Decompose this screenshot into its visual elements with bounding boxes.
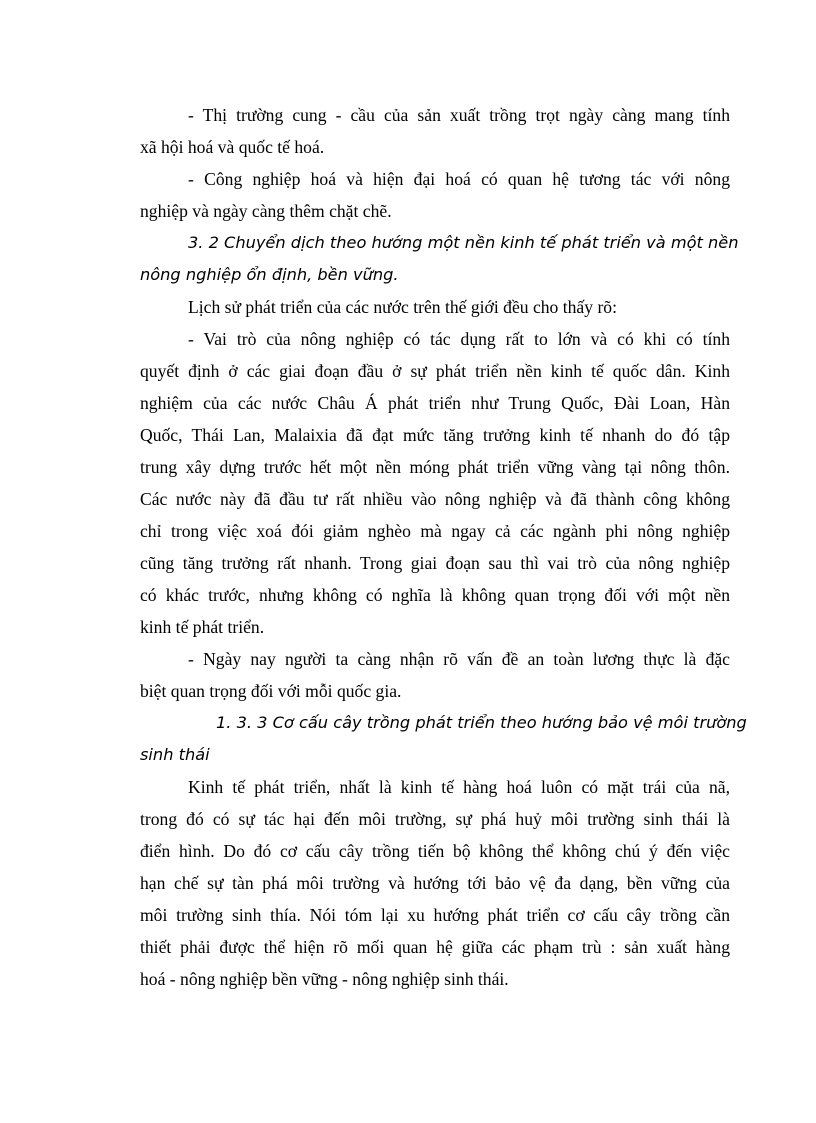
paragraph-line: hạn chế sự tàn phá môi trường và hướng tới bảo vệ đa dạng, bền vững của [140,873,730,893]
body-text [140,99,747,995]
paragraph-line: Quốc, Thái Lan, Malaixia đã đạt mức tăng trưởng kinh tế nhanh do đó tập [140,425,730,445]
paragraph-line: biệt quan trọng đối với mỗi quốc gia. [140,681,402,701]
paragraph-line: nghiệp và ngày càng thêm chặt chẽ. [140,201,392,221]
paragraph-line: Kinh tế phát triển, nhất là kinh tế hàng hoá luôn có mặt trái của nã, [188,777,730,797]
paragraph-line: trung xây dựng trước hết một nền móng phát triển vững vàng tại nông thôn. [140,457,730,477]
section-heading-line: 1. 3. 3 Cơ cấu cây trồng phát triển theo hướng bảo vệ môi trường [216,713,747,732]
paragraph-line: môi trường sinh thía. Nói tóm lại xu hướng phát triển cơ cấu cây trồng cần [140,905,730,925]
paragraph-line: trong đó có sự tác hại đến môi trường, sự phá huỷ môi trường sinh thái là [140,809,730,829]
paragraph-line: điển hình. Do đó cơ cấu cây trồng tiến bộ không thể không chú ý đến việc [140,841,730,861]
paragraph-line: cũng tăng trưởng rất nhanh. Trong giai đoạn sau thì vai trò của nông nghiệp [140,553,730,573]
paragraph-line: nghiệm của các nước Châu Á phát triển như Trung Quốc, Đài Loan, Hàn [140,393,730,413]
paragraph-line: - Công nghiệp hoá và hiện đại hoá có quan hệ tương tác với nông [188,169,730,189]
paragraph-line: thiết phải được thể hiện rõ mối quan hệ giữa các phạm trù : sản xuất hàng [140,937,730,957]
paragraph-line: - Vai trò của nông nghiệp có tác dụng rất to lớn và có khi có tính [188,329,730,349]
paragraph-line: hoá - nông nghiệp bền vững - nông nghiệp sinh thái. [140,969,509,989]
section-heading-line: 3. 2 Chuyển dịch theo hướng một nền kinh tế phát triển và một nền [188,233,739,252]
paragraph-line: xã hội hoá và quốc tế hoá. [140,137,325,157]
paragraph-line: - Thị trường cung - cầu của sản xuất trồng trọt ngày càng mang tính [188,105,730,125]
section-heading-line: nông nghiệp ổn định, bền vững. [140,265,399,284]
paragraph-line: có khác trước, nhưng không có nghĩa là không quan trọng đối với một nền [140,585,730,605]
paragraph-line: quyết định ở các giai đoạn đầu ở sự phát triển nền kinh tế quốc dân. Kinh [140,361,730,381]
paragraph-line: Các nước này đã đầu tư rất nhiều vào nông nghiệp và đã thành công không [140,489,730,509]
paragraph-line: kinh tế phát triển. [140,617,265,637]
paragraph-line: Lịch sử phát triển của các nước trên thế giới đều cho thấy rõ: [188,297,617,317]
section-heading-line: sinh thái [140,745,210,764]
paragraph-line: chỉ trong việc xoá đói giảm nghèo mà ngay cả các ngành phi nông nghiệp [140,521,730,541]
paragraph-line: - Ngày nay người ta càng nhận rõ vấn đề an toàn lương thực là đặc [188,649,730,669]
